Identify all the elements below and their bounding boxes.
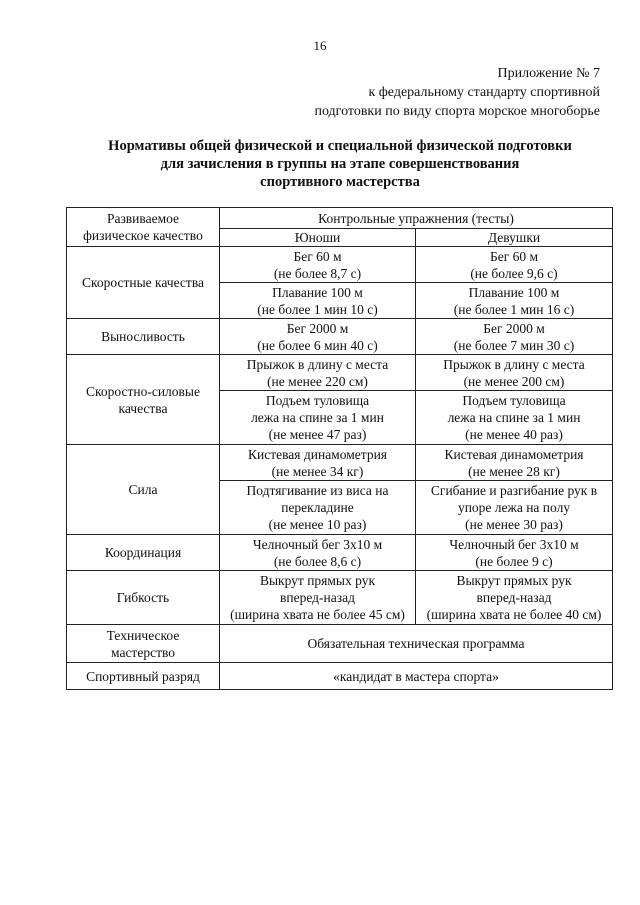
header-boys: Юноши (220, 229, 416, 247)
title-line-2: для зачисления в группы на этапе совершенствования (160, 156, 520, 172)
quality-speed: Скоростные качества (67, 247, 220, 319)
appendix-line-1: Приложение № 7 (497, 66, 600, 81)
table-header-row (67, 208, 613, 229)
table-row (67, 625, 613, 663)
cell-shuttle-girls: Челночный бег 3х10 м (не более 9 с) (416, 535, 613, 571)
standards-table (66, 207, 613, 690)
quality-strength: Сила (67, 445, 220, 535)
cell-run-60-boys: Бег 60 м (не более 8,7 с) (220, 247, 416, 283)
cell-run-2000-girls: Бег 2000 м (не более 7 мин 30 с) (416, 319, 613, 355)
cell-run-2000-boys: Бег 2000 м (не более 6 мин 40 с) (220, 319, 416, 355)
table-row (67, 535, 613, 571)
quality-speed-strength: Скоростно-силовые качества (67, 355, 220, 445)
cell-arm-twist-girls: Выкрут прямых рук вперед-назад (ширина хвата не более 40 см) (416, 571, 613, 625)
page-number: 16 (313, 38, 327, 53)
cell-situps-girls: Подъем туловища лежа на спине за 1 мин (не менее 40 раз) (416, 391, 613, 445)
title-line-1: Нормативы общей физической и специальной физической подготовки (108, 138, 572, 154)
cell-arm-twist-boys: Выкрут прямых рук вперед-назад (ширина хвата не более 45 см) (220, 571, 416, 625)
cell-sport-rank: «кандидат в мастера спорта» (220, 663, 613, 690)
table-row (67, 445, 613, 481)
cell-long-jump-girls: Прыжок в длину с места (не менее 200 см) (416, 355, 613, 391)
cell-swim-100-boys: Плавание 100 м (не более 1 мин 10 с) (220, 283, 416, 319)
title-line-3: спортивного мастерства (260, 174, 420, 190)
table-row (67, 247, 613, 283)
cell-dynamometry-girls: Кистевая динамометрия (не менее 28 кг) (416, 445, 613, 481)
table-row (67, 355, 613, 391)
quality-technical: Техническое мастерство (67, 625, 220, 663)
table-row (67, 319, 613, 355)
quality-flexibility: Гибкость (67, 571, 220, 625)
cell-long-jump-boys: Прыжок в длину с места (не менее 220 см) (220, 355, 416, 391)
quality-sport-rank: Спортивный разряд (67, 663, 220, 690)
table-row (67, 663, 613, 690)
cell-pullups-boys: Подтягивание из виса на перекладине (не менее 10 раз) (220, 481, 416, 535)
appendix-line-3: подготовки по виду спорта морское многоборье (314, 104, 600, 119)
cell-swim-100-girls: Плавание 100 м (не более 1 мин 16 с) (416, 283, 613, 319)
header-girls: Девушки (416, 229, 613, 247)
appendix-header (314, 64, 600, 121)
cell-shuttle-boys: Челночный бег 3х10 м (не более 8,6 с) (220, 535, 416, 571)
quality-coordination: Координация (67, 535, 220, 571)
quality-endurance: Выносливость (67, 319, 220, 355)
cell-situps-boys: Подъем туловища лежа на спине за 1 мин (не менее 47 раз) (220, 391, 416, 445)
cell-run-60-girls: Бег 60 м (не более 9,6 с) (416, 247, 613, 283)
document-title (70, 137, 610, 191)
appendix-line-2: к федеральному стандарту спортивной (368, 85, 600, 100)
table-row (67, 571, 613, 625)
cell-pushups-girls: Сгибание и разгибание рук в упоре лежа на полу (не менее 30 раз) (416, 481, 613, 535)
header-tests: Контрольные упражнения (тесты) (220, 208, 613, 229)
cell-dynamometry-boys: Кистевая динамометрия (не менее 34 кг) (220, 445, 416, 481)
cell-technical-program: Обязательная техническая программа (220, 625, 613, 663)
header-quality: Развиваемое физическое качество (67, 208, 220, 247)
